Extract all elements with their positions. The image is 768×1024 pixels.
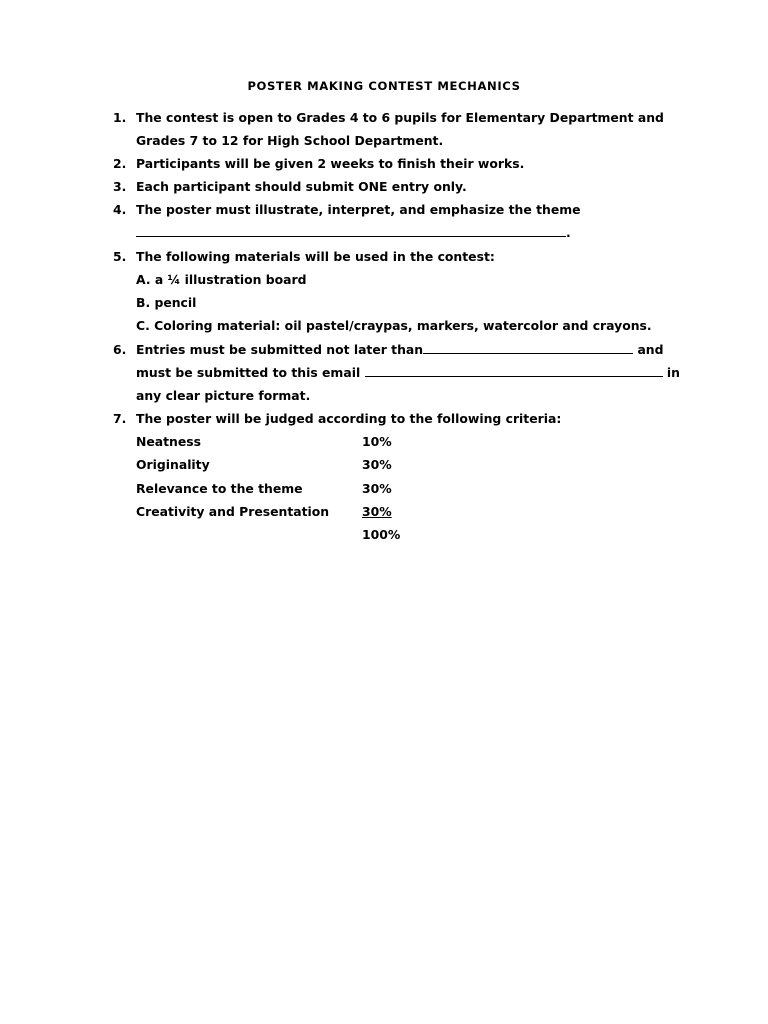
item-7-number: 7. [113,411,127,426]
item-1-number: 1. [113,110,127,125]
theme-blank-period: . [566,225,571,240]
deadline-blank [423,341,633,354]
material-c: C. Coloring material: oil pastel/craypas, markers, watercolor and crayons. [136,318,652,333]
item-5-line-1: The following materials will be used in the contest: [136,249,495,264]
criterion-label: Originality [136,457,210,472]
criterion-label: Creativity and Presentation [136,504,330,519]
item-6-number: 6. [113,342,127,357]
material-b: B. pencil [136,295,197,310]
item-4-line-1: The poster must illustrate, interpret, and emphasize the theme [136,202,581,217]
item-6-line-2 [136,364,680,382]
item-3-line-1: Each participant should submit ONE entry only. [136,179,467,194]
item-6-line-3: any clear picture format. [136,388,311,403]
theme-blank [136,224,566,237]
item-5-number: 5. [113,249,127,264]
item-6-line-1 [136,341,664,359]
email-in: in [666,365,680,380]
document-title: POSTER MAKING CONTEST MECHANICS [247,79,521,93]
email-label: must be submitted to this email [136,365,361,380]
deadline-label: Entries must be submitted not later than [136,342,424,357]
criterion-label: Neatness [136,434,202,449]
item-3-number: 3. [113,179,127,194]
email-blank [365,364,663,377]
criterion-value: 10% [362,434,392,449]
criterion-value: 30% [362,481,392,496]
item-4-theme-blank-line [136,224,571,242]
item-4-number: 4. [113,202,127,217]
criteria-total: 100% [362,527,401,542]
item-2-line-1: Participants will be given 2 weeks to finish their works. [136,156,525,171]
criterion-label: Relevance to the theme [136,481,303,496]
item-1-line-1: The contest is open to Grades 4 to 6 pupils for Elementary Department and [136,110,664,125]
criterion-value: 30% [362,457,392,472]
item-1-line-2: Grades 7 to 12 for High School Department. [136,133,444,148]
material-a: A. a ¼ illustration board [136,272,307,287]
deadline-and: and [637,342,664,357]
item-2-number: 2. [113,156,127,171]
criterion-value: 30% [362,504,392,519]
item-7-line-1: The poster will be judged according to the following criteria: [136,411,562,426]
